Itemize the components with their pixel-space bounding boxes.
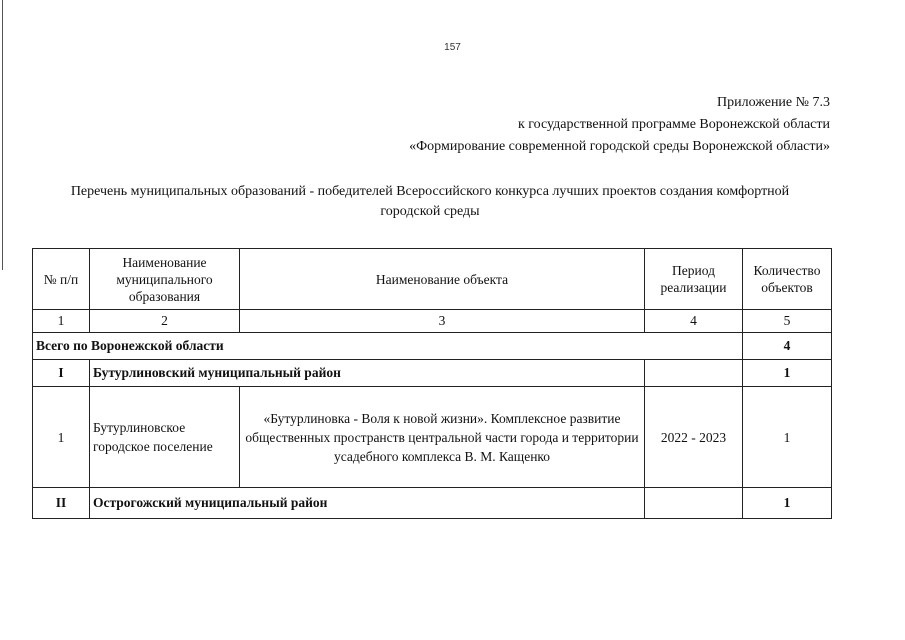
appendix-line-1: Приложение № 7.3 <box>717 95 830 110</box>
column-number: 3 <box>240 310 645 333</box>
column-number: 2 <box>90 310 240 333</box>
column-number: 1 <box>33 310 90 333</box>
table-header-row <box>33 249 832 310</box>
total-count: 4 <box>743 333 832 360</box>
district-num: II <box>33 488 90 519</box>
district-row <box>33 360 832 387</box>
district-period <box>645 488 743 519</box>
appendix-line-2: к государственной программе Воронежской области <box>517 117 830 132</box>
header-object: Наименование объекта <box>240 249 645 310</box>
page-number: 157 <box>444 42 461 53</box>
row-period: 2022 - 2023 <box>645 387 743 488</box>
table-row <box>33 387 832 488</box>
row-object: «Бутурлиновка - Воля к новой жизни». Комплексное развитие общественных пространств центральной части города и территории усадебного комплекса В. М. Кащенко <box>240 387 645 488</box>
scan-edge-line <box>2 0 3 270</box>
appendix-line-3: «Формирование современной городской среды Воронежской области» <box>409 139 830 154</box>
total-label: Всего по Воронежской области <box>33 333 743 360</box>
district-name: Острогожский муниципальный район <box>90 488 645 519</box>
document-title-line-1: Перечень муниципальных образований - победителей Всероссийского конкурса лучших проектов создания комфортной <box>70 184 790 199</box>
header-count: Количество объектов <box>743 249 832 310</box>
document-title-line-2: городской среды <box>380 204 480 219</box>
district-count: 1 <box>743 488 832 519</box>
district-period <box>645 360 743 387</box>
appendix-heading <box>409 92 830 158</box>
district-num: I <box>33 360 90 387</box>
column-number: 5 <box>743 310 832 333</box>
district-row <box>33 488 832 519</box>
row-municipality: Бутурлиновское городское поселение <box>90 387 240 488</box>
header-period: Период реализации <box>645 249 743 310</box>
district-count: 1 <box>743 360 832 387</box>
column-number: 4 <box>645 310 743 333</box>
header-num: № п/п <box>33 249 90 310</box>
row-num: 1 <box>33 387 90 488</box>
row-count: 1 <box>743 387 832 488</box>
district-name: Бутурлиновский муниципальный район <box>90 360 645 387</box>
column-numbers-row <box>33 310 832 333</box>
header-municipality: Наименование муниципального образования <box>90 249 240 310</box>
total-row <box>33 333 832 360</box>
document-title <box>30 182 830 222</box>
municipalities-table <box>32 248 832 519</box>
